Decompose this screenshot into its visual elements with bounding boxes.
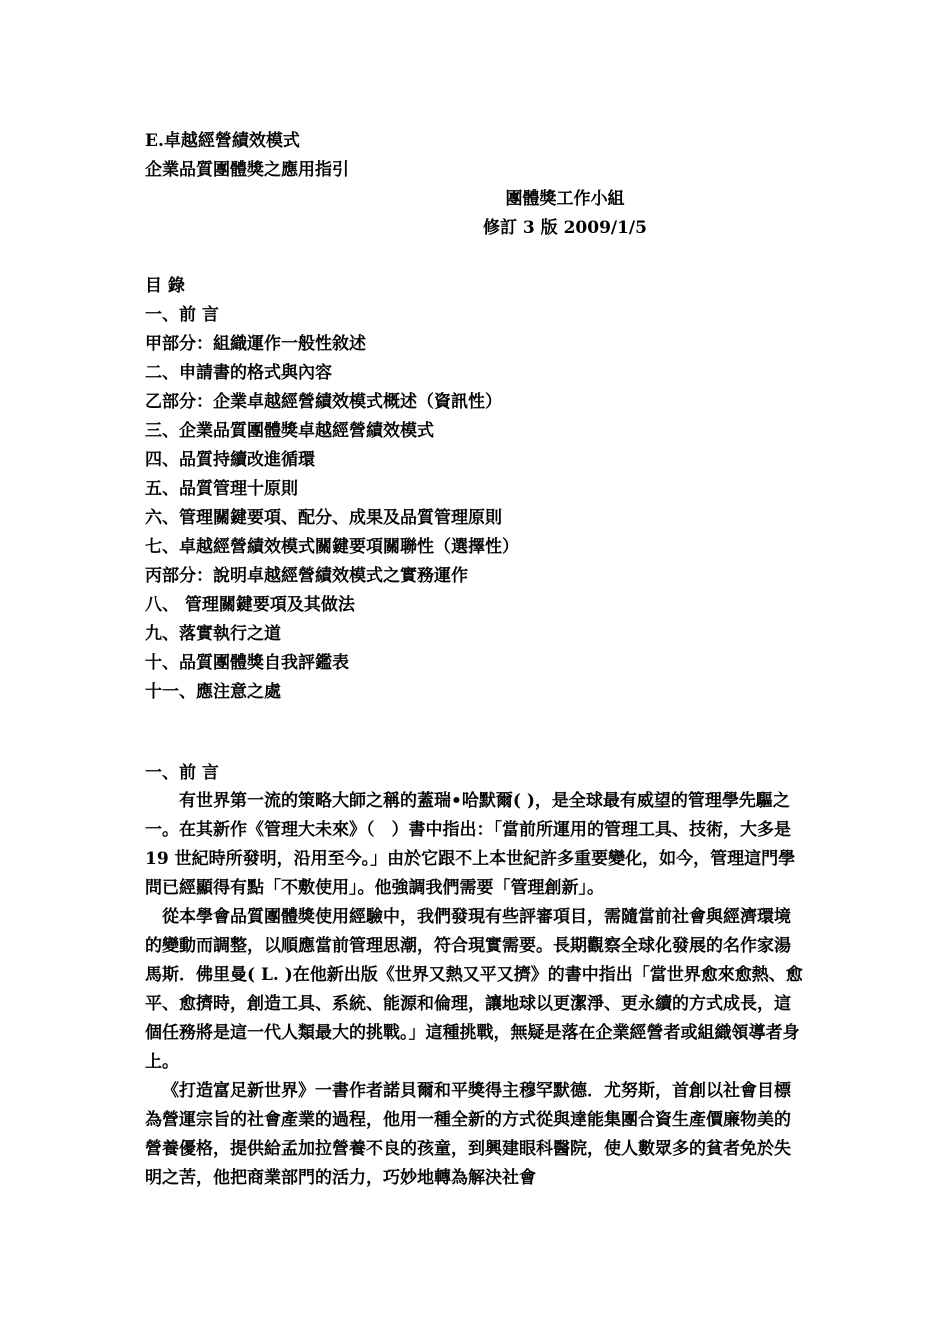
document-subtitle: 企業品質團體獎之應用指引 [145,160,349,180]
toc-item: 十、品質團體獎自我評鑑表 [145,653,349,673]
toc-item: 六、管理關鍵要項、配分、成果及品質管理原則 [145,508,502,528]
paragraph: 《打造富足新世界》一書作者諾貝爾和平獎得主穆罕默德．尤努斯，首創以社會目標為營運宗旨的社會產業的過程，他用一種全新的方式從與達能集團合資生產價廉物美的營養優格，提供給孟加拉營養不良的孩童，到興建眼科醫院，使人數眾多的貧者免於失明之苦，他把商業部門的活力，巧妙地轉為解決社會 [145,1081,791,1188]
toc-item: 四、品質持續改進循環 [145,450,315,470]
toc-item: 七、卓越經營績效模式關鍵要項關聯性（選擇性） [145,537,519,557]
paragraph: 從本學會品質團體獎使用經驗中，我們發現有些評審項目，需隨當前社會與經濟環境的變動而調整，以順應當前管理思潮，符合現實需要。長期觀察全球化發展的名作家湯馬斯．佛里曼( L. )在他新出版《世界又熱又平又擠》的書中指出「當世界愈來愈熱、愈平、愈擠時，創造工具、系統、能源和倫理，讓地球以更潔淨、更永續的方式成長，這個任務將是這一代人類最大的挑戰。」這種挑戰，無疑是落在企業經營者或組織領導者身上。 [145,907,803,1072]
document-title: E.卓越經營績效模式 [145,131,300,151]
section-heading: 一、前 言 [145,763,219,783]
revision-info: 修訂 3 版 2009/1/5 [483,218,647,238]
toc-item: 二、申請書的格式與內容 [145,363,332,383]
toc-item: 三、企業品質團體獎卓越經營績效模式 [145,421,434,441]
toc-item: 乙部分：企業卓越經營績效模式概述（資訊性） [145,392,502,412]
toc-item: 甲部分：組織運作一般性敘述 [145,334,366,354]
toc-item: 丙部分：說明卓越經營績效模式之實務運作 [145,566,468,586]
working-group: 團體獎工作小組 [505,189,625,209]
paragraph: 有世界第一流的策略大師之稱的蓋瑞•哈默爾( )，是全球最有威望的管理學先驅之一。在其新作《管理大未來》（ ）書中指出：「當前所運用的管理工具、技術，大多是 19 世紀時所發明，沿用至今。」由於它跟不上本世紀許多重要變化，如今，管理這門學問已經顯得有點「不敷使用」。他強調我們需要「管理創新」。 [145,791,796,898]
toc-item: 九、落實執行之道 [145,624,281,644]
toc-item: 五、品質管理十原則 [145,479,298,499]
toc-heading: 目 錄 [145,276,185,296]
section-body [145,787,805,1193]
toc-item: 十一、應注意之處 [145,682,281,702]
toc-item: 八、 管理關鍵要項及其做法 [145,595,355,615]
toc-item: 一、前 言 [145,305,219,325]
